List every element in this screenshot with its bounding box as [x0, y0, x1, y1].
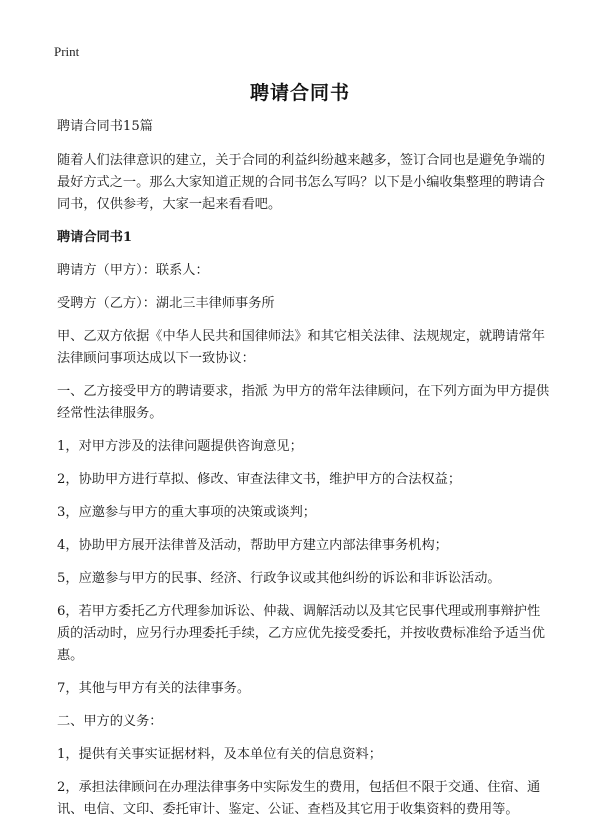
print-link[interactable]: Print	[54, 44, 80, 59]
list-item: 4，协助甲方展开法律普及活动，帮助甲方建立内部法律事务机构；	[57, 538, 448, 553]
list-item: 1，对甲方涉及的法律问题提供咨询意见；	[57, 439, 303, 454]
page-title: 聘请合同书	[249, 82, 350, 104]
list-item: 3，应邀参与甲方的重大事项的决策或谈判；	[57, 505, 316, 520]
document-subtitle: 聘请合同书15篇	[57, 119, 153, 134]
section-heading: 聘请合同书1	[57, 230, 133, 245]
list-item: 2，协助甲方进行草拟、修改、审查法律文书，维护甲方的合法权益；	[57, 472, 462, 487]
clause-paragraph: 一、乙方接受甲方的聘请要求，指派 为甲方的常年法律顾问，在下列方面为甲方提供经常性法律服务。	[57, 384, 550, 421]
document-body	[57, 116, 553, 832]
clause-paragraph: 二、甲方的义务：	[57, 714, 163, 729]
intro-paragraph: 随着人们法律意识的建立，关于合同的利益纠纷越来越多，签订合同也是避免争端的最好方式之一。那么大家知道正规的合同书怎么写吗？以下是小编收集整理的聘请合同书，仅供参考，大家一起来看看吧。	[57, 153, 545, 212]
list-item: 5，应邀参与甲方的民事、经济、行政争议或其他纠纷的诉讼和非诉讼活动。	[57, 571, 501, 586]
preamble-paragraph: 甲、乙双方依据《中华人民共和国律师法》和其它相关法律、法规规定，就聘请常年法律顾问事项达成以下一致协议：	[57, 329, 545, 366]
party-b-line: 受聘方（乙方）：湖北三丰律师事务所	[57, 296, 275, 311]
list-item: 2，承担法律顾问在办理法律事务中实际发生的费用，包括但不限于交通、住宿、通讯、电信、文印、委托审计、鉴定、公证、查档及其它用于收集资料的费用等。	[57, 780, 541, 817]
list-item: 1，提供有关事实证据材料，及本单位有关的信息资料；	[57, 747, 382, 762]
list-item: 7，其他与甲方有关的法律事务。	[57, 681, 251, 696]
list-item: 6，若甲方委托乙方代理参加诉讼、仲裁、调解活动以及其它民事代理或刑事辩护性质的活动时，应另行办理委托手续，乙方应优先接受委托，并按收费标准给予适当优惠。	[57, 604, 545, 663]
party-a-line: 聘请方（甲方）：联系人：	[57, 263, 209, 278]
